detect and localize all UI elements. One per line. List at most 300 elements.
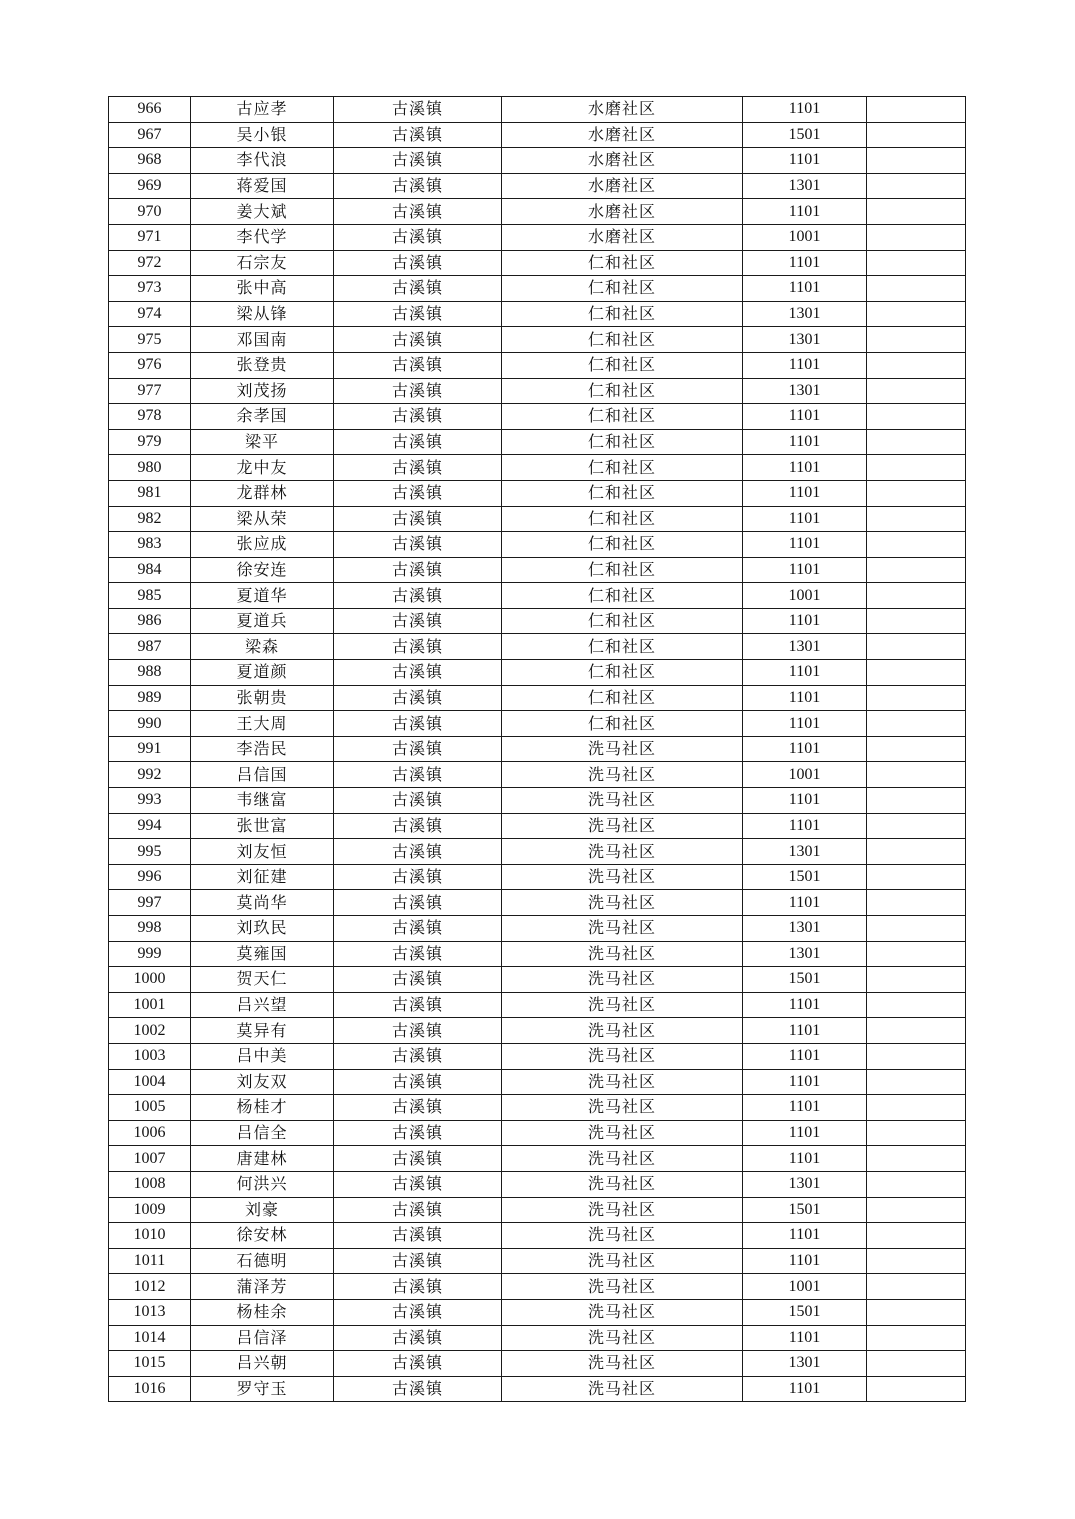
note-cell (867, 864, 966, 890)
table-row (109, 301, 966, 327)
row-number-cell: 997 (109, 890, 191, 916)
table-row (109, 711, 966, 737)
person-name-cell: 梁从锋 (191, 301, 334, 327)
code-cell: 1001 (743, 583, 867, 609)
person-name-cell: 邓国南 (191, 327, 334, 353)
code-cell: 1301 (743, 634, 867, 660)
row-number-cell: 968 (109, 148, 191, 174)
town-cell: 古溪镇 (334, 97, 502, 123)
row-number-cell: 1011 (109, 1248, 191, 1274)
town-cell: 古溪镇 (334, 148, 502, 174)
row-number-cell: 989 (109, 685, 191, 711)
code-cell: 1101 (743, 250, 867, 276)
table-row (109, 634, 966, 660)
code-cell: 1101 (743, 711, 867, 737)
person-name-cell: 唐建林 (191, 1146, 334, 1172)
town-cell: 古溪镇 (334, 1248, 502, 1274)
town-cell: 古溪镇 (334, 685, 502, 711)
community-cell: 洗马社区 (502, 1171, 743, 1197)
community-cell: 洗马社区 (502, 1376, 743, 1402)
town-cell: 古溪镇 (334, 173, 502, 199)
community-cell: 仁和社区 (502, 608, 743, 634)
row-number-cell: 986 (109, 608, 191, 634)
table-row (109, 122, 966, 148)
community-cell: 洗马社区 (502, 864, 743, 890)
row-number-cell: 967 (109, 122, 191, 148)
note-cell (867, 1069, 966, 1095)
table-row (109, 557, 966, 583)
table-row (109, 1274, 966, 1300)
row-number-cell: 1012 (109, 1274, 191, 1300)
code-cell: 1101 (743, 429, 867, 455)
person-name-cell: 吕中美 (191, 1043, 334, 1069)
code-cell: 1301 (743, 301, 867, 327)
note-cell (867, 992, 966, 1018)
row-number-cell: 1016 (109, 1376, 191, 1402)
note-cell (867, 660, 966, 686)
row-number-cell: 984 (109, 557, 191, 583)
note-cell (867, 1018, 966, 1044)
note-cell (867, 1351, 966, 1377)
note-cell (867, 148, 966, 174)
note-cell (867, 1376, 966, 1402)
person-name-cell: 龙中友 (191, 455, 334, 481)
code-cell: 1101 (743, 97, 867, 123)
person-name-cell: 何洪兴 (191, 1171, 334, 1197)
code-cell: 1301 (743, 1351, 867, 1377)
town-cell: 古溪镇 (334, 1120, 502, 1146)
person-name-cell: 刘茂扬 (191, 378, 334, 404)
note-cell (867, 941, 966, 967)
row-number-cell: 977 (109, 378, 191, 404)
person-name-cell: 刘友双 (191, 1069, 334, 1095)
code-cell: 1101 (743, 736, 867, 762)
row-number-cell: 981 (109, 480, 191, 506)
code-cell: 1101 (743, 1376, 867, 1402)
table-row (109, 173, 966, 199)
community-cell: 仁和社区 (502, 378, 743, 404)
person-name-cell: 杨桂才 (191, 1095, 334, 1121)
note-cell (867, 429, 966, 455)
code-cell: 1101 (743, 1325, 867, 1351)
table-row (109, 1376, 966, 1402)
note-cell (867, 404, 966, 430)
code-cell: 1501 (743, 967, 867, 993)
row-number-cell: 974 (109, 301, 191, 327)
row-number-cell: 1003 (109, 1043, 191, 1069)
code-cell: 1101 (743, 352, 867, 378)
note-cell (867, 455, 966, 481)
note-cell (867, 224, 966, 250)
code-cell: 1501 (743, 1197, 867, 1223)
code-cell: 1101 (743, 480, 867, 506)
person-name-cell: 刘友恒 (191, 839, 334, 865)
table-row (109, 864, 966, 890)
person-name-cell: 刘征建 (191, 864, 334, 890)
community-cell: 洗马社区 (502, 967, 743, 993)
person-name-cell: 莫雍国 (191, 941, 334, 967)
person-name-cell: 张朝贵 (191, 685, 334, 711)
table-row (109, 1223, 966, 1249)
row-number-cell: 969 (109, 173, 191, 199)
town-cell: 古溪镇 (334, 276, 502, 302)
town-cell: 古溪镇 (334, 378, 502, 404)
person-name-cell: 姜大斌 (191, 199, 334, 225)
person-name-cell: 蒲泽芳 (191, 1274, 334, 1300)
code-cell: 1101 (743, 1018, 867, 1044)
community-cell: 仁和社区 (502, 250, 743, 276)
town-cell: 古溪镇 (334, 992, 502, 1018)
code-cell: 1101 (743, 890, 867, 916)
table-row (109, 404, 966, 430)
person-name-cell: 梁平 (191, 429, 334, 455)
table-row (109, 941, 966, 967)
code-cell: 1101 (743, 455, 867, 481)
person-name-cell: 莫尚华 (191, 890, 334, 916)
community-cell: 洗马社区 (502, 1120, 743, 1146)
note-cell (867, 480, 966, 506)
person-name-cell: 李代学 (191, 224, 334, 250)
note-cell (867, 711, 966, 737)
table-row (109, 250, 966, 276)
community-cell: 水磨社区 (502, 148, 743, 174)
community-cell: 洗马社区 (502, 1299, 743, 1325)
code-cell: 1501 (743, 864, 867, 890)
row-number-cell: 975 (109, 327, 191, 353)
community-cell: 洗马社区 (502, 1069, 743, 1095)
code-cell: 1301 (743, 327, 867, 353)
person-name-cell: 吕信国 (191, 762, 334, 788)
row-number-cell: 999 (109, 941, 191, 967)
row-number-cell: 966 (109, 97, 191, 123)
row-number-cell: 1007 (109, 1146, 191, 1172)
code-cell: 1301 (743, 839, 867, 865)
table-row (109, 608, 966, 634)
row-number-cell: 1001 (109, 992, 191, 1018)
code-cell: 1101 (743, 1223, 867, 1249)
community-cell: 仁和社区 (502, 634, 743, 660)
row-number-cell: 978 (109, 404, 191, 430)
town-cell: 古溪镇 (334, 1171, 502, 1197)
table-row (109, 1120, 966, 1146)
note-cell (867, 1274, 966, 1300)
row-number-cell: 983 (109, 532, 191, 558)
community-cell: 仁和社区 (502, 685, 743, 711)
code-cell: 1001 (743, 762, 867, 788)
town-cell: 古溪镇 (334, 480, 502, 506)
person-name-cell: 吴小银 (191, 122, 334, 148)
town-cell: 古溪镇 (334, 224, 502, 250)
table-row (109, 967, 966, 993)
note-cell (867, 557, 966, 583)
code-cell: 1101 (743, 1069, 867, 1095)
person-name-cell: 古应孝 (191, 97, 334, 123)
code-cell: 1101 (743, 1248, 867, 1274)
code-cell: 1001 (743, 224, 867, 250)
note-cell (867, 1171, 966, 1197)
town-cell: 古溪镇 (334, 1351, 502, 1377)
row-number-cell: 1006 (109, 1120, 191, 1146)
town-cell: 古溪镇 (334, 532, 502, 558)
town-cell: 古溪镇 (334, 864, 502, 890)
person-name-cell: 梁森 (191, 634, 334, 660)
community-cell: 洗马社区 (502, 890, 743, 916)
person-name-cell: 贺天仁 (191, 967, 334, 993)
person-name-cell: 夏道兵 (191, 608, 334, 634)
row-number-cell: 1000 (109, 967, 191, 993)
person-name-cell: 莫异有 (191, 1018, 334, 1044)
row-number-cell: 1013 (109, 1299, 191, 1325)
code-cell: 1101 (743, 532, 867, 558)
town-cell: 古溪镇 (334, 660, 502, 686)
table-row (109, 378, 966, 404)
code-cell: 1101 (743, 404, 867, 430)
town-cell: 古溪镇 (334, 1146, 502, 1172)
person-name-cell: 吕兴朝 (191, 1351, 334, 1377)
note-cell (867, 1095, 966, 1121)
community-cell: 仁和社区 (502, 660, 743, 686)
community-cell: 洗马社区 (502, 813, 743, 839)
town-cell: 古溪镇 (334, 404, 502, 430)
note-cell (867, 1120, 966, 1146)
table-row (109, 480, 966, 506)
code-cell: 1101 (743, 1146, 867, 1172)
table-row (109, 148, 966, 174)
table-row (109, 1018, 966, 1044)
town-cell: 古溪镇 (334, 967, 502, 993)
person-name-cell: 余孝国 (191, 404, 334, 430)
table-row (109, 736, 966, 762)
town-cell: 古溪镇 (334, 1018, 502, 1044)
town-cell: 古溪镇 (334, 429, 502, 455)
note-cell (867, 1223, 966, 1249)
table-row (109, 583, 966, 609)
town-cell: 古溪镇 (334, 199, 502, 225)
row-number-cell: 996 (109, 864, 191, 890)
note-cell (867, 813, 966, 839)
code-cell: 1301 (743, 378, 867, 404)
town-cell: 古溪镇 (334, 736, 502, 762)
community-cell: 仁和社区 (502, 455, 743, 481)
table-row (109, 788, 966, 814)
code-cell: 1101 (743, 813, 867, 839)
community-cell: 仁和社区 (502, 711, 743, 737)
row-number-cell: 976 (109, 352, 191, 378)
community-cell: 仁和社区 (502, 327, 743, 353)
code-cell: 1301 (743, 916, 867, 942)
town-cell: 古溪镇 (334, 813, 502, 839)
row-number-cell: 990 (109, 711, 191, 737)
community-cell: 仁和社区 (502, 429, 743, 455)
community-cell: 洗马社区 (502, 788, 743, 814)
town-cell: 古溪镇 (334, 352, 502, 378)
table-row (109, 97, 966, 123)
person-name-cell: 梁从荣 (191, 506, 334, 532)
note-cell (867, 122, 966, 148)
town-cell: 古溪镇 (334, 711, 502, 737)
town-cell: 古溪镇 (334, 1376, 502, 1402)
table-row (109, 1197, 966, 1223)
code-cell: 1101 (743, 788, 867, 814)
town-cell: 古溪镇 (334, 1095, 502, 1121)
person-name-cell: 吕兴望 (191, 992, 334, 1018)
community-cell: 仁和社区 (502, 557, 743, 583)
town-cell: 古溪镇 (334, 1043, 502, 1069)
table-row (109, 1043, 966, 1069)
code-cell: 1101 (743, 1120, 867, 1146)
community-cell: 洗马社区 (502, 941, 743, 967)
row-number-cell: 1010 (109, 1223, 191, 1249)
community-cell: 水磨社区 (502, 199, 743, 225)
table-row (109, 532, 966, 558)
code-cell: 1101 (743, 660, 867, 686)
table-row (109, 1351, 966, 1377)
note-cell (867, 250, 966, 276)
community-cell: 仁和社区 (502, 352, 743, 378)
row-number-cell: 995 (109, 839, 191, 865)
person-name-cell: 石德明 (191, 1248, 334, 1274)
row-number-cell: 985 (109, 583, 191, 609)
person-name-cell: 张登贵 (191, 352, 334, 378)
note-cell (867, 1299, 966, 1325)
town-cell: 古溪镇 (334, 916, 502, 942)
community-cell: 仁和社区 (502, 276, 743, 302)
table-row (109, 1171, 966, 1197)
person-name-cell: 刘豪 (191, 1197, 334, 1223)
town-cell: 古溪镇 (334, 1069, 502, 1095)
row-number-cell: 1014 (109, 1325, 191, 1351)
note-cell (867, 1146, 966, 1172)
row-number-cell: 1015 (109, 1351, 191, 1377)
note-cell (867, 685, 966, 711)
town-cell: 古溪镇 (334, 1299, 502, 1325)
community-cell: 仁和社区 (502, 301, 743, 327)
person-name-cell: 张应成 (191, 532, 334, 558)
row-number-cell: 980 (109, 455, 191, 481)
person-name-cell: 刘玖民 (191, 916, 334, 942)
code-cell: 1101 (743, 1043, 867, 1069)
town-cell: 古溪镇 (334, 506, 502, 532)
town-cell: 古溪镇 (334, 455, 502, 481)
code-cell: 1101 (743, 199, 867, 225)
table-row (109, 685, 966, 711)
person-name-cell: 徐安连 (191, 557, 334, 583)
community-cell: 洗马社区 (502, 1274, 743, 1300)
table-row (109, 1069, 966, 1095)
town-cell: 古溪镇 (334, 1274, 502, 1300)
code-cell: 1101 (743, 148, 867, 174)
note-cell (867, 352, 966, 378)
community-cell: 水磨社区 (502, 97, 743, 123)
note-cell (867, 276, 966, 302)
note-cell (867, 97, 966, 123)
row-number-cell: 987 (109, 634, 191, 660)
community-cell: 仁和社区 (502, 480, 743, 506)
person-name-cell: 蒋爱国 (191, 173, 334, 199)
person-name-cell: 杨桂余 (191, 1299, 334, 1325)
note-cell (867, 1248, 966, 1274)
note-cell (867, 967, 966, 993)
community-cell: 洗马社区 (502, 839, 743, 865)
community-cell: 洗马社区 (502, 736, 743, 762)
community-cell: 仁和社区 (502, 583, 743, 609)
note-cell (867, 762, 966, 788)
community-cell: 洗马社区 (502, 992, 743, 1018)
note-cell (867, 890, 966, 916)
community-cell: 洗马社区 (502, 1146, 743, 1172)
table-row (109, 1325, 966, 1351)
row-number-cell: 1009 (109, 1197, 191, 1223)
table-row (109, 352, 966, 378)
code-cell: 1301 (743, 941, 867, 967)
code-cell: 1101 (743, 506, 867, 532)
person-name-cell: 张世富 (191, 813, 334, 839)
roster-table-body (109, 97, 966, 1402)
table-row (109, 992, 966, 1018)
town-cell: 古溪镇 (334, 608, 502, 634)
row-number-cell: 992 (109, 762, 191, 788)
town-cell: 古溪镇 (334, 762, 502, 788)
town-cell: 古溪镇 (334, 1325, 502, 1351)
note-cell (867, 532, 966, 558)
town-cell: 古溪镇 (334, 941, 502, 967)
code-cell: 1301 (743, 1171, 867, 1197)
town-cell: 古溪镇 (334, 634, 502, 660)
person-name-cell: 徐安林 (191, 1223, 334, 1249)
community-cell: 仁和社区 (502, 532, 743, 558)
community-cell: 洗马社区 (502, 1043, 743, 1069)
town-cell: 古溪镇 (334, 583, 502, 609)
table-row (109, 327, 966, 353)
note-cell (867, 1325, 966, 1351)
table-row (109, 276, 966, 302)
note-cell (867, 1043, 966, 1069)
code-cell: 1101 (743, 992, 867, 1018)
community-cell: 水磨社区 (502, 122, 743, 148)
note-cell (867, 608, 966, 634)
town-cell: 古溪镇 (334, 890, 502, 916)
row-number-cell: 972 (109, 250, 191, 276)
town-cell: 古溪镇 (334, 839, 502, 865)
table-row (109, 199, 966, 225)
person-name-cell: 李浩民 (191, 736, 334, 762)
community-cell: 洗马社区 (502, 1325, 743, 1351)
table-row (109, 429, 966, 455)
table-row (109, 506, 966, 532)
note-cell (867, 634, 966, 660)
person-name-cell: 吕信全 (191, 1120, 334, 1146)
row-number-cell: 970 (109, 199, 191, 225)
community-cell: 洗马社区 (502, 1095, 743, 1121)
note-cell (867, 327, 966, 353)
row-number-cell: 1005 (109, 1095, 191, 1121)
table-row (109, 1146, 966, 1172)
person-name-cell: 张中高 (191, 276, 334, 302)
person-name-cell: 龙群林 (191, 480, 334, 506)
note-cell (867, 839, 966, 865)
person-name-cell: 罗守玉 (191, 1376, 334, 1402)
row-number-cell: 998 (109, 916, 191, 942)
town-cell: 古溪镇 (334, 301, 502, 327)
code-cell: 1001 (743, 1274, 867, 1300)
community-cell: 水磨社区 (502, 224, 743, 250)
code-cell: 1501 (743, 122, 867, 148)
note-cell (867, 378, 966, 404)
row-number-cell: 993 (109, 788, 191, 814)
code-cell: 1101 (743, 1095, 867, 1121)
table-row (109, 1299, 966, 1325)
community-cell: 水磨社区 (502, 173, 743, 199)
